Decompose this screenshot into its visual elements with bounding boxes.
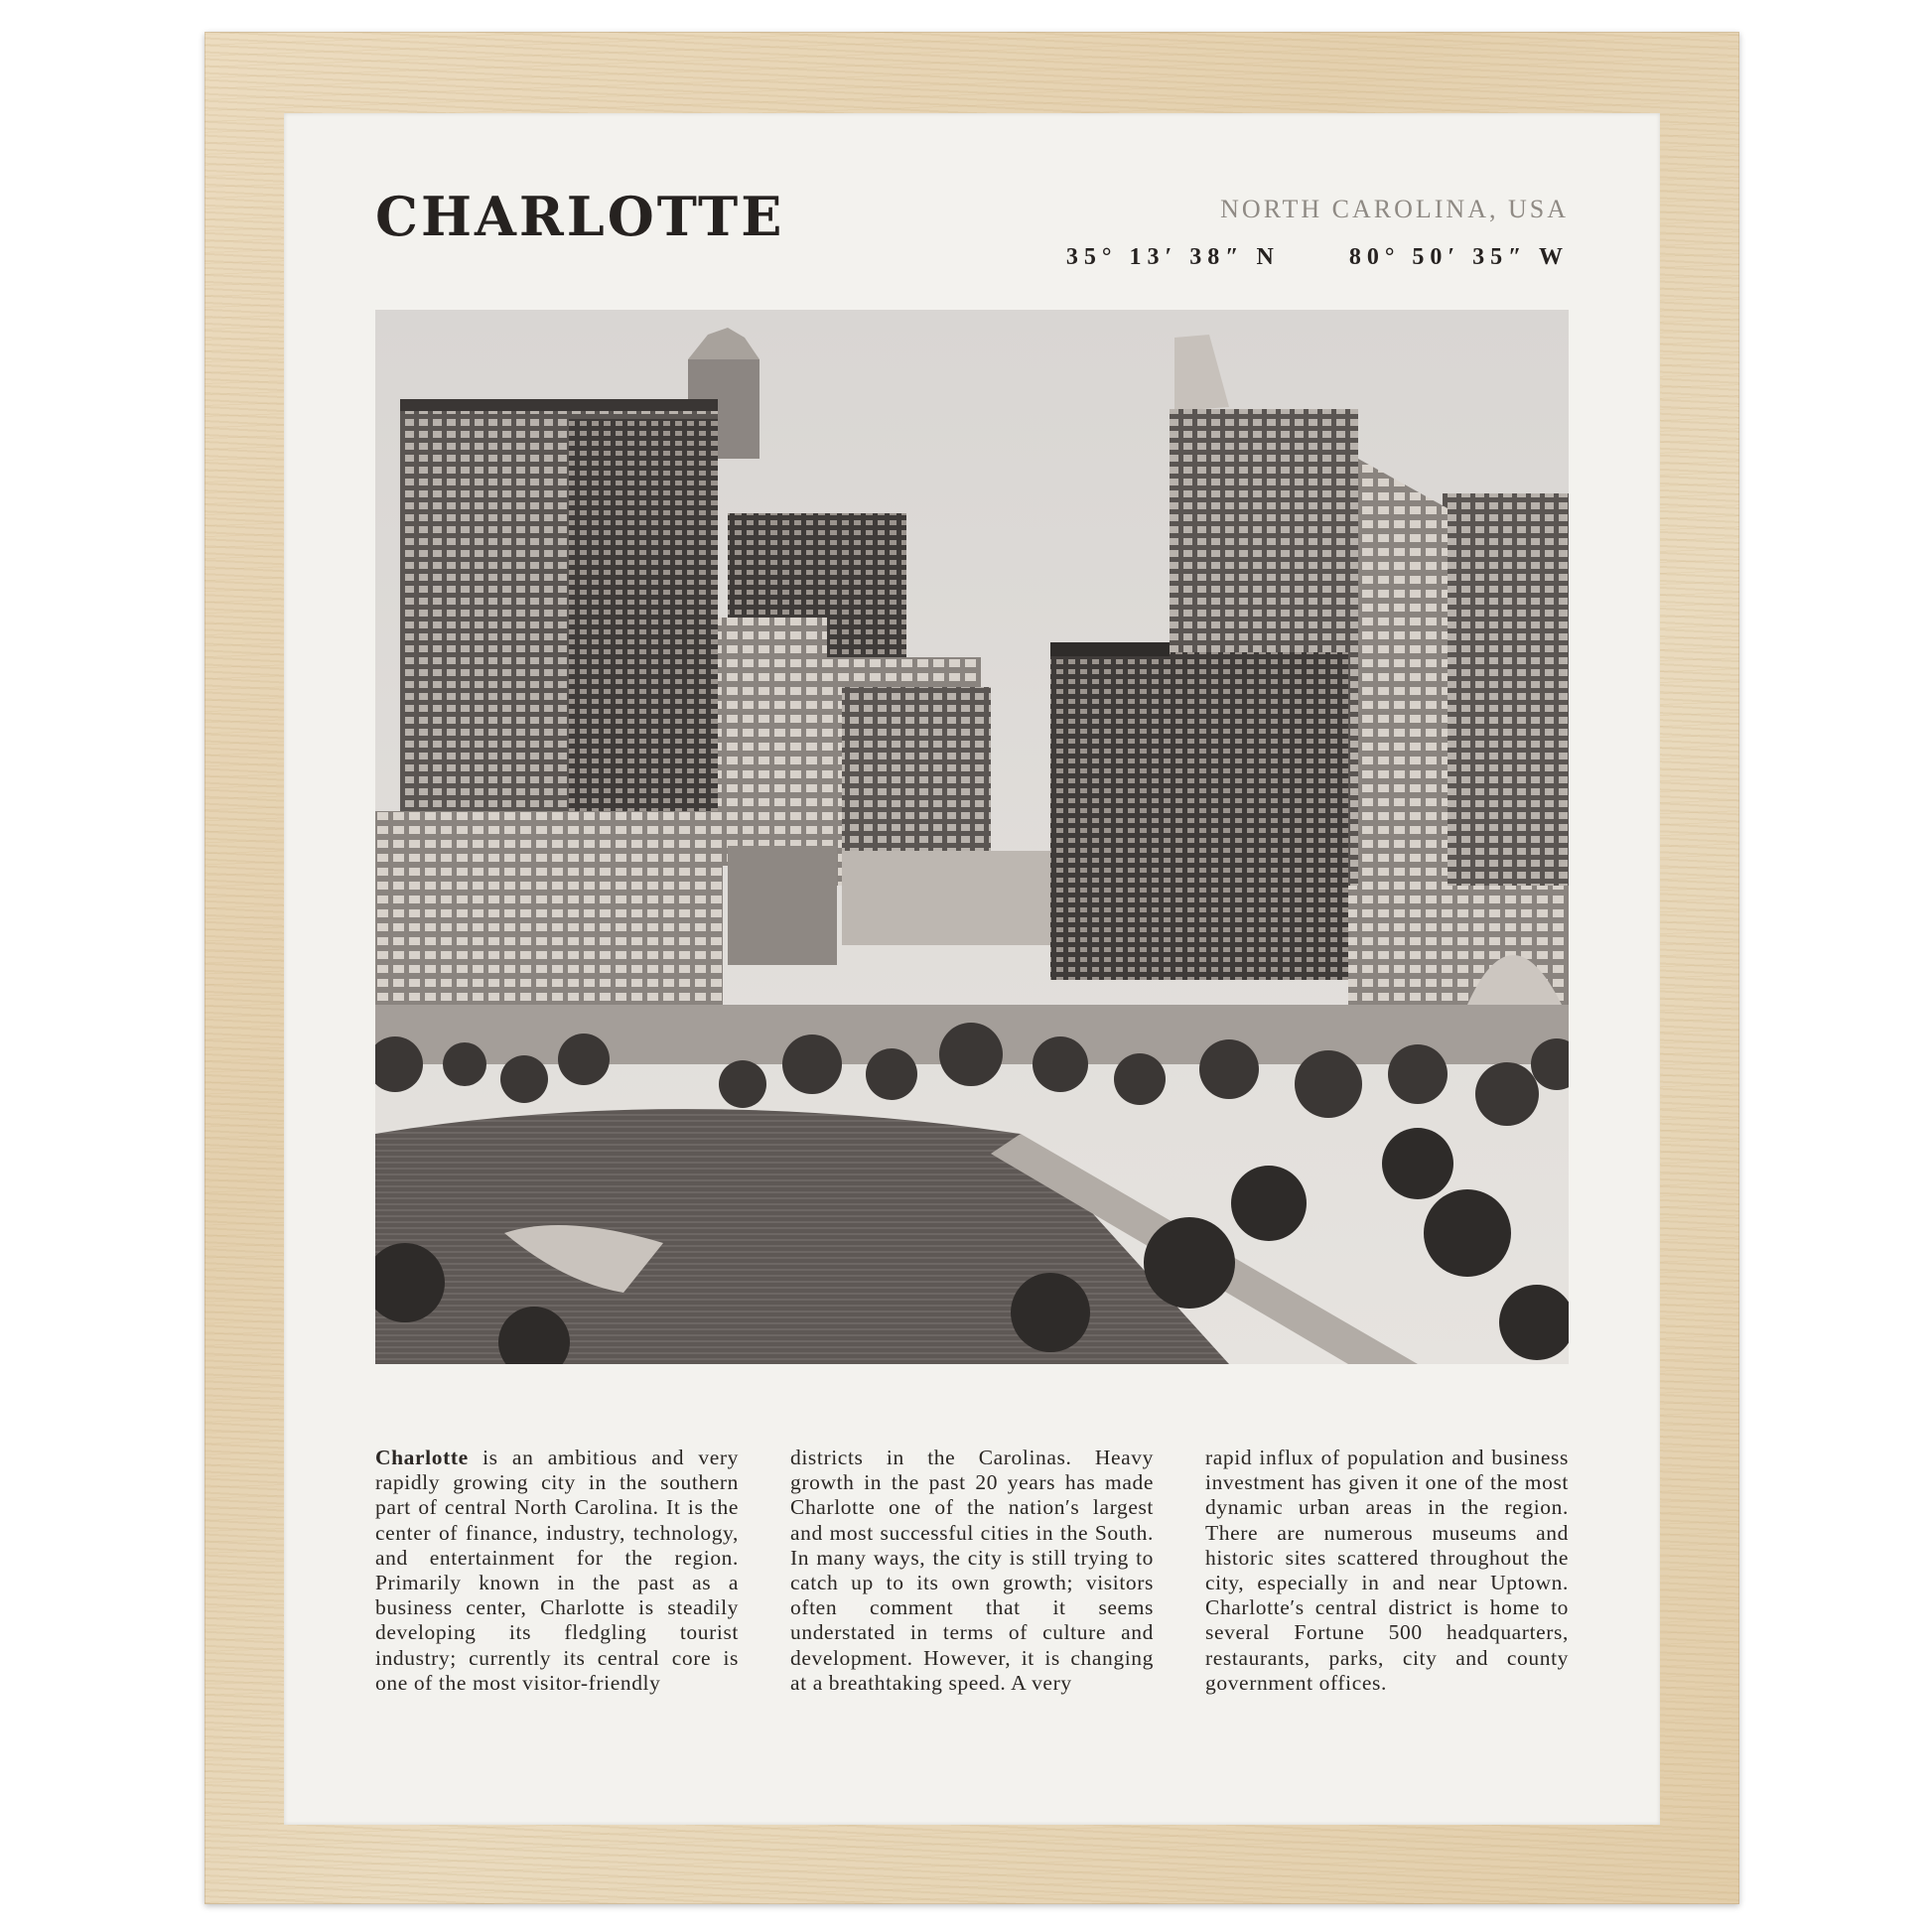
description-columns bbox=[375, 1446, 1569, 1696]
longitude: 80° 50′ 35″ W bbox=[1348, 244, 1569, 270]
lead-word: Charlotte bbox=[375, 1446, 469, 1469]
wooden-frame bbox=[205, 32, 1739, 1904]
description-column-3 bbox=[1205, 1446, 1569, 1696]
column-2-text: districts in the Carolinas. Heavy growth in the past 20 years has made Charlotte one of the nation′s largest and most successful cities in the South. In many ways, the city is still trying to catch up to its own growth; visitors often comment that it seems understated in terms of culture and development. However, it is changing at a breathtaking speed. A very bbox=[790, 1446, 1154, 1695]
column-1-text bbox=[375, 1446, 739, 1696]
description-column-2 bbox=[790, 1446, 1154, 1696]
description-column-1 bbox=[375, 1446, 739, 1696]
city-skyline-photo bbox=[375, 310, 1569, 1364]
latitude: 35° 13′ 38″ N bbox=[1065, 244, 1280, 270]
column-3-text: rapid influx of population and business investment has given it one of the most dynamic urban areas in the region. There are numerous museums and historic sites scattered throughout the city, especially in and near Uptown. Charlotte′s central district is home to several Fortune 500 headquarters, restaurants, parks, city and county government offices. bbox=[1205, 1446, 1569, 1695]
poster-title: CHARLOTTE bbox=[375, 185, 785, 248]
coordinates bbox=[1066, 244, 1569, 271]
region-label: NORTH CAROLINA, USA bbox=[1220, 195, 1569, 223]
poster-mat bbox=[284, 113, 1660, 1825]
skyline-illustration bbox=[375, 310, 1569, 1364]
column-1-body: is an ambitious and very rapidly growing city in the southern part of central North Carolina. It is the center of finance, industry, technology, and entertainment for the region. Primarily known in the past as a business center, Charlotte is steadily developing its fledgling tourist industry; currently its central core is one of the most visitor-friendly bbox=[375, 1446, 739, 1695]
